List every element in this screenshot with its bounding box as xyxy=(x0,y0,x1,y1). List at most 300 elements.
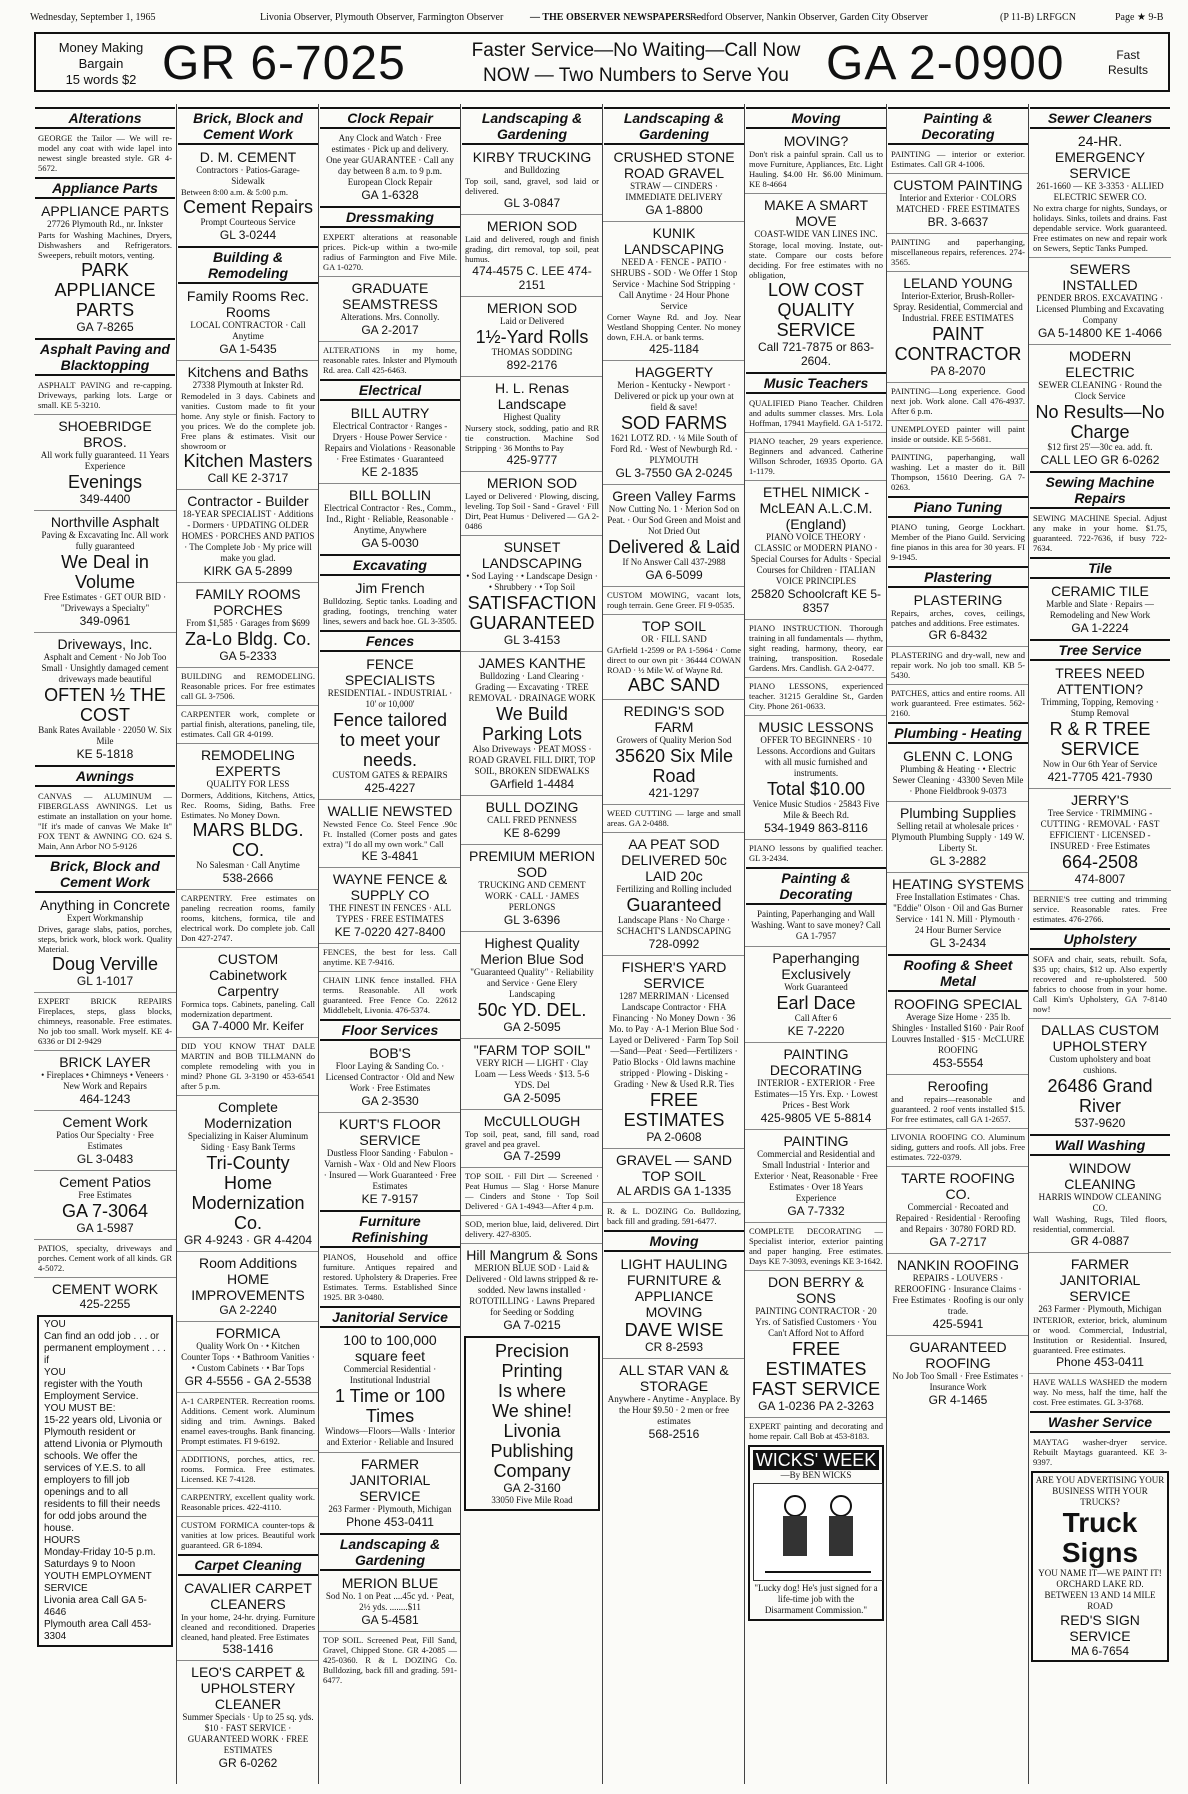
classified-ad xyxy=(177,149,319,242)
ad-title: Family Rooms Rec. Rooms xyxy=(186,288,310,320)
ad-highlight: PAINT CONTRACTOR xyxy=(894,324,1022,364)
ad-line: Floor Laying & Sanding Co. · Licensed Contractor · Old and New Work · Free Estimates xyxy=(325,1061,455,1093)
ad-body: Remodeled in 3 days. Cabinets and vanities. Custom made to fit your home. Any style or finish. Factory to you prices. We do the complete job. Free plans & estimates. Visit our showroom or xyxy=(181,391,315,451)
classified-ad xyxy=(887,1335,1029,1407)
ad-line: 261-1660 — KE 3-3353 · ALLIED ELECTRIC SEWER CO. xyxy=(1036,181,1164,202)
ad-phone: GA 2-3530 xyxy=(361,1094,419,1108)
classified-ad xyxy=(603,804,745,828)
ad-body: PAINTING—Long experience. Good next job. Work alone. Call 476-4937. After 6 p.m. xyxy=(891,386,1025,416)
category-heading: Awnings xyxy=(35,765,175,787)
ad-line: Painting, Paperhanging and Wall Washing. Want to save money? Call GA 1-7957 xyxy=(751,909,881,941)
category-heading: Tree Service xyxy=(1030,639,1170,661)
ad-title: GLENN C. LONG xyxy=(903,748,1013,764)
category-heading: Brick, Block and Cement Work xyxy=(35,855,175,893)
ad-title: HEATING SYSTEMS xyxy=(892,876,1024,892)
ad-line: No Job Too Small · Free Estimates · Insurance Work xyxy=(892,1371,1024,1392)
ad-title: ROOFING SPECIAL xyxy=(893,996,1023,1012)
truck-side: RED'S SIGN SERVICE xyxy=(1060,1612,1140,1644)
category-heading: Roofing & Sheet Metal xyxy=(888,954,1028,992)
classified-ad xyxy=(177,1037,319,1091)
ad-phone: AL ARDIS GA 1-1335 xyxy=(616,1184,732,1198)
ad-title: Contractor - Builder xyxy=(187,493,309,509)
category-heading: Moving xyxy=(604,1230,744,1252)
publishing-phone: GA 2-3160 xyxy=(503,1481,561,1495)
ad-highlight: Tri-County Home Modernization Co. xyxy=(191,1153,305,1233)
ad-body: GEORGE the Tailor — We will re-model any coat with wide lapel into newest single breasted style. GR 4-5672. xyxy=(38,133,172,173)
youth-line: Plymouth area Call 453-3304 xyxy=(44,1619,152,1642)
ad-title: KUNIK LANDSCAPING xyxy=(623,225,725,257)
classified-ad xyxy=(887,748,1029,797)
ad-highlight: LOW COST QUALITY SERVICE xyxy=(767,280,864,340)
ad-highlight: 50c YD. DEL. xyxy=(477,1000,587,1020)
ad-title: KURT'S FLOOR SERVICE xyxy=(339,1116,441,1148)
classified-ad xyxy=(461,1109,603,1163)
ad-phone: GA 2-5095 xyxy=(503,1020,561,1034)
ad-line: Fertilizing and Rolling included xyxy=(616,884,732,894)
classified-ad xyxy=(603,221,745,356)
publishing-line: Is where xyxy=(497,1381,567,1401)
ad-title: FORMICA xyxy=(215,1325,281,1341)
ad-body: R. & L. DOZING Co. Bulldozing, back fill and grading. 591-6477. xyxy=(607,1206,741,1226)
ad-phone: GL 3-2434 xyxy=(929,936,987,950)
publishing-line: Printing xyxy=(501,1361,563,1381)
category-heading: Plastering xyxy=(888,566,1028,588)
classified-ad xyxy=(1029,344,1171,467)
ad-phone: GR 4-1465 xyxy=(928,1393,988,1407)
ad-highlight: OFTEN ½ THE COST xyxy=(44,685,166,725)
ad-body: COMPLETE DECORATING — Specialist interior, exterior painting and paper hanging. Free estimates. Days KE 7-3093, evenings KE 3-1642. xyxy=(749,1226,883,1266)
ad-title: DON BERRY & SONS xyxy=(768,1274,864,1306)
ad-line: Specializing in Kaiser Aluminum Siding · Easy Bank Terms xyxy=(187,1131,309,1152)
ad-title: Hill Mangrum & Sons xyxy=(466,1247,598,1263)
classified-ad xyxy=(34,380,176,410)
publishing-ad xyxy=(464,1336,600,1511)
banner-right xyxy=(1096,48,1160,78)
cartoon-drawing-icon xyxy=(753,1483,883,1581)
classified-ad xyxy=(745,1270,887,1413)
publishing-line: Livonia xyxy=(503,1421,561,1441)
ad-title: Paperhanging Exclusively xyxy=(772,950,860,982)
ad-phone: 464-1243 xyxy=(79,1092,131,1106)
ad-title: LIGHT HAULING FURNITURE & APPLIANCE MOVING xyxy=(620,1256,728,1320)
ad-line: Growers of Quality Merion Sod xyxy=(616,735,732,745)
ad-highlight: Doug Verville xyxy=(51,954,159,974)
classified-ad xyxy=(177,1095,319,1247)
ad-phone: KE 3-4841 xyxy=(361,849,419,863)
classified-ad xyxy=(461,1215,603,1239)
ad-title: KIRBY TRUCKING xyxy=(472,149,592,165)
classified-ad xyxy=(603,955,745,1144)
ad-highlight: SOD FARMS xyxy=(620,413,727,433)
ad-body: PLASTERING and dry-wall, new and repair work. No job too small. KB 5-5430. xyxy=(891,650,1025,680)
banner-left-line: Bargain xyxy=(78,56,124,71)
classified-ad xyxy=(887,996,1029,1070)
classified-ad xyxy=(319,799,461,863)
ad-title: GRAVEL — SAND TOP SOIL xyxy=(616,1152,732,1184)
classified-ad xyxy=(319,483,461,550)
ad-body: No extra charge for nights, Sundays, or holidays. Sinks, toilets and drains. Fast dependable service. Work guaranteed. Free estimates on new and repair work on Sewers, Septic Tanks Pumped. xyxy=(1033,203,1167,253)
category-heading: Washer Service xyxy=(1030,1411,1170,1433)
ad-body: CARPENTRY. Free estimates on paneling recreation rooms, family rooms, kitchens, formica, tile and electrical work. Do complete job. Call Don 427-2747. xyxy=(181,893,315,943)
ad-body: QUALIFIED Piano Teacher. Children and adults summer classes. Mrs. Lola Hoffman, 17941 Mayfield. GA 1-5172. xyxy=(749,398,883,428)
classified-ad xyxy=(177,1660,319,1770)
ad-phone: Call KE 2-3717 xyxy=(207,471,289,485)
ad-highlight: Earl Dace xyxy=(776,993,856,1013)
ad-body: CHAIN LINK fence installed. FHA terms. Reasonable. All work guaranteed. Free Fence Co. 22612 Middlebelt, Livonia. 476-5374. xyxy=(323,975,457,1015)
ad-line: • Sod Laying · • Landscape Design · • Shrubbery · • Top Soil xyxy=(466,571,598,592)
classified-column xyxy=(886,104,1029,1784)
ad-line: Any Clock and Watch · Free estimates · Pick up and delivery. One year GUARANTEE · Call any day between 8 a.m. to 9 p.m. European Clock Repair xyxy=(326,133,454,187)
ad-phone: PA 8-2070 xyxy=(930,364,986,378)
classified-ad xyxy=(461,844,603,927)
classified-ad xyxy=(603,614,745,695)
ad-highlight: R & R TREE SERVICE xyxy=(1049,719,1151,759)
classified-ad xyxy=(745,133,887,189)
ad-line: QUALITY FOR LESS xyxy=(206,779,290,789)
ad-line: 18-YEAR SPECIALIST · Additions - Dormers · UPDATING OLDER HOMES · PORCHES AND PATIOS · The Complete Job · My price will make you glad. xyxy=(181,509,315,563)
ad-title: Driveways, Inc. xyxy=(57,636,153,652)
youth-line: YOU xyxy=(44,1367,66,1378)
classified-ad xyxy=(461,651,603,791)
classified-ad xyxy=(34,791,176,851)
ad-phone: GA 5-0030 xyxy=(361,536,419,550)
ad-title: PREMIUM MERION SOD xyxy=(469,848,595,880)
classified-ad xyxy=(887,872,1029,950)
classified-ad xyxy=(319,276,461,337)
ad-title: BOB'S xyxy=(369,1045,411,1061)
ad-title: ETHEL NIMICK - McLEAN A.L.C.M. (England) xyxy=(759,484,873,532)
classified-ad xyxy=(745,946,887,1038)
ad-body: TOP SOIL. Screened Peat, Fill Sand, Gravel, Chipped Stone. GR 4-2085 — 425-0360. R & L DOZING Co. Bulldozing, back fill and grading. 591-6477. xyxy=(323,1635,457,1685)
ad-title: H. L. Renas Landscape xyxy=(495,380,569,412)
ad-title: Reroofing xyxy=(927,1078,989,1094)
category-heading: Wall Washing xyxy=(1030,1134,1170,1156)
ad-title: WINDOW CLEANING xyxy=(1064,1160,1136,1192)
ad-line: Quality Work On · • Kitchen Counter Tops · • Bathroom Vanities · • Custom Cabinets · • Bar Tops xyxy=(181,1341,315,1373)
ad-title: DALLAS CUSTOM UPHOLSTERY xyxy=(1041,1022,1159,1054)
ad-title: Cement Patios xyxy=(59,1174,151,1190)
ad-line: MERION BLUE SOD · Laid & Delivered · Old lawns stripped & re-sodded. New lawns installed · ROTOTILLING · Lawns Prepared for Seeding or Sodding xyxy=(465,1263,599,1317)
ad-line: Dustless Floor Sanding · Fabulon - Varnish - Wax · Old and New Floors · Insured — Work Guaranteed · Free Estimates xyxy=(323,1148,457,1191)
classified-ad xyxy=(319,133,461,202)
ad-body: PIANOS, Household and office furniture. Antiques repaired and restored. Upholstery & Draperies. Free Estimates. Terms. Established Since 1925. BR 3-0480. xyxy=(323,1252,457,1302)
classified-ad xyxy=(887,801,1029,868)
classified-ad xyxy=(34,203,176,334)
ad-title: WAYNE FENCE & SUPPLY CO xyxy=(332,871,448,903)
category-heading: Upholstery xyxy=(1030,928,1170,950)
ad-title: 100 to 100,000 square feet xyxy=(343,1332,437,1364)
classified-ad xyxy=(319,971,461,1015)
category-heading: Excavating xyxy=(320,554,460,576)
ad-phone: KE 7-0220 427-8400 xyxy=(334,925,446,939)
ad-title: FARMER JANITORIAL SERVICE xyxy=(349,1456,431,1504)
ad-line: STRAW — CINDERS · IMMEDIATE DELIVERY xyxy=(625,181,723,202)
papers-right: Redford Observer, Nankin Observer, Garden City Observer xyxy=(690,12,929,23)
ad-phone: GA 7-0215 xyxy=(503,1318,561,1332)
ad-highlight: ABC SAND xyxy=(627,675,721,695)
category-heading: Sewing Machine Repairs xyxy=(1030,471,1170,509)
classified-ad xyxy=(745,909,887,942)
ad-line: CALL FRED PENNESS xyxy=(487,815,577,825)
classified-ad xyxy=(319,405,461,479)
category-heading: Furniture Refinishing xyxy=(320,1210,460,1248)
ad-phone: GL 3-7550 GA 2-0245 xyxy=(615,466,733,480)
youth-line: HOURS xyxy=(44,1535,81,1546)
ad-title: ALL STAR VAN & STORAGE xyxy=(619,1362,729,1394)
ad-body: EXPERT alterations at reasonable prices. Pick-up within a two-mile radius of Farmington and Five Mile. GA 1-0270. xyxy=(323,232,457,272)
ad-title: BILL BOLLIN xyxy=(349,487,431,503)
classified-ad xyxy=(745,480,887,615)
category-heading: Landscaping & Gardening xyxy=(320,1533,460,1571)
banner-middle xyxy=(446,38,826,88)
page-header xyxy=(30,12,1170,30)
ad-line: Patios Our Specialty · Free Estimates xyxy=(56,1130,154,1151)
ad-title: CERAMIC TILE xyxy=(1051,583,1149,599)
category-heading: Landscaping & Gardening xyxy=(604,107,744,145)
classified-ad xyxy=(177,288,319,356)
ad-title: TOP SOIL xyxy=(641,618,707,634)
ad-title: BRICK LAYER xyxy=(59,1054,151,1070)
ad-line: Bulldozing · Land Clearing · Grading — Excavating · TREE REMOVAL · DRAINAGE WORK xyxy=(468,671,596,703)
ad-phone: 425-9777 xyxy=(506,453,558,467)
category-heading: Appliance Parts xyxy=(35,177,175,199)
classified-ad xyxy=(319,580,461,626)
classified-ad xyxy=(177,1516,319,1550)
ad-title: PLASTERING xyxy=(913,592,1003,608)
ad-phone: GA 6-5099 xyxy=(645,568,703,582)
classified-column xyxy=(602,104,745,1784)
classified-ad xyxy=(319,1112,461,1206)
ad-body: SOFA and chair, seats, rebuilt. Sofa, $35 up; chairs, $12 up. Also expertly recovered and re-upholstered. 500 fabrics to choose from in your home. Call Kim's Upholstery, GA 7-8140 now! xyxy=(1033,954,1167,1014)
classified-ad xyxy=(745,1222,887,1266)
ad-title: FISHER'S YARD SERVICE xyxy=(621,959,727,991)
ad-body: ADDITIONS, porches, attics, rec. rooms. Formica. Free estimates. Licensed. KE 7-4128. xyxy=(181,1454,315,1484)
category-heading: Asphalt Paving and Blacktopping xyxy=(35,338,175,376)
ad-body: Bulldozing. Septic tanks. Loading and grading, footings, trenching water lines, sewers and back hoe. GL 3-3505. xyxy=(323,596,457,626)
youth-line: YOU xyxy=(44,1319,66,1330)
classified-ad xyxy=(319,867,461,939)
classified-ad xyxy=(745,619,887,673)
ad-line: OR · FILL SAND xyxy=(641,634,707,644)
ad-title: Highest Quality Merion Blue Sod xyxy=(480,935,584,967)
ad-line: 27726 Plymouth Rd., nr. Inkster xyxy=(47,219,163,229)
ad-body: A-1 CARPENTER. Recreation rooms. Additions. Cement work. Aluminum siding and trim. Awnings. Baked enamel eaves-troughs. Bank financing. Prompt estimates. FI 9-6192. xyxy=(181,1396,315,1446)
classified-ad xyxy=(319,341,461,375)
youth-employment-ad xyxy=(37,1315,173,1647)
ad-line: Custom upholstery and boat cushions. xyxy=(1049,1054,1151,1075)
ad-phone: 425-9805 VE 5-8814 xyxy=(760,1111,872,1125)
ad-line: Plumbing & Heating · • Electric Sewer Cleaning · 43300 Seven Mile · Phone Fieldbrook 9-0373 xyxy=(892,764,1024,796)
ad-body: PIANO teacher, 29 years experience. Beginners and advanced. Catherine Willson Schroder, 16935 Oporto. GA 1-1179. xyxy=(749,436,883,476)
ad-line: PIANO VOICE THEORY · CLASSIC or MODERN PIANO · Special Courses for Adults · Special Courses for Children · ITALIAN VOICE PRINCIPLES xyxy=(750,532,882,586)
ad-line: LOCAL CONTRACTOR · Call Anytime xyxy=(190,320,306,341)
ad-phone: 453-5554 xyxy=(932,1056,984,1070)
wicks-week-cartoon xyxy=(748,1445,884,1621)
ad-phone: KE 5-1818 xyxy=(76,747,134,761)
classified-ad xyxy=(603,832,745,951)
ad-highlight: 1 Time or 100 Times xyxy=(334,1386,446,1426)
classified-ad xyxy=(461,795,603,840)
ad-body: CUSTOM FORMICA counter-tops & vanities at low prices. Beautiful work guaranteed. GR 6-1894. xyxy=(181,1520,315,1550)
classified-ad xyxy=(745,1417,887,1441)
ad-line: 1287 MERRIMAN · Licensed Landscape Contractor · FHA Financing · No Money Down · 36 Mo. to Pay · A-1 Merion Blue Sod · Layed or Delivered · Farm Top Soil—Sand—Peat · Seed—Fertilizers · Patio Blocks · Old lawns machine stripped · Plowing - Disking - Grading · New & Used R.R. Ties xyxy=(608,991,740,1089)
ad-line: • Fireplaces • Chimneys • Veneers · New Work and Repairs xyxy=(41,1070,169,1091)
category-heading: Painting & Decorating xyxy=(746,867,886,905)
classified-ad xyxy=(319,1332,461,1448)
ad-title: Cement Work xyxy=(62,1114,148,1130)
ad-line: PENDER BROS. EXCAVATING · Licensed Plumbing and Excavating Company xyxy=(1036,293,1164,325)
classified-ad xyxy=(1029,583,1171,635)
ad-line: Marble and Slate · Repairs — Remodeling and New Work xyxy=(1046,599,1154,620)
ad-body: PIANO INSTRUCTION. Thorough training in all fundamentals — rhythm, sight reading, harmony, theory, ear training, transposition. Rosedale Gardens. Mrs. Candlish. GA 2-0477. xyxy=(749,623,883,673)
banner-phone-2: GA 2-0900 xyxy=(826,37,1065,90)
ad-title: GUARANTEED ROOFING xyxy=(909,1339,1007,1371)
category-heading: Floor Services xyxy=(320,1019,460,1041)
classified-ad xyxy=(887,420,1029,444)
ad-line: Tree Service · TRIMMING - CUTTING · REMOVAL · FAST EFFICIENT · LICENSED - INSURED · Free Estimates xyxy=(1040,808,1160,851)
ad-phone: GA 1-2224 xyxy=(1071,621,1129,635)
ad-phone: GR 4-0887 xyxy=(1070,1234,1130,1248)
ad-line: Free Estimates · GET OUR BID · "Driveways a Specialty" xyxy=(43,592,167,613)
ad-title: Room Additions HOME IMPROVEMENTS xyxy=(191,1255,305,1303)
classified-ad xyxy=(745,839,887,863)
classified-ad xyxy=(461,535,603,647)
classified-ad xyxy=(461,1167,603,1211)
ad-title: AA PEAT SOD DELIVERED 50c LAID 20c xyxy=(621,836,727,884)
category-heading: Music Teachers xyxy=(746,372,886,394)
ad-highlight: We Deal in Volume xyxy=(61,552,149,592)
ad-body: Top soil, peat, sand, fill sand, road gravel and pea gravel. xyxy=(465,1129,599,1149)
ad-body: Between 8:00 a.m. & 5:00 p.m. xyxy=(181,187,288,197)
ad-phone: KE 7-2220 xyxy=(787,1024,845,1038)
ad-phone: 538-2666 xyxy=(222,871,274,885)
ad-highlight: 35620 Six Mile Road xyxy=(614,746,734,786)
ad-phone: GL 3-0483 xyxy=(76,1152,134,1166)
ad-line: SEWER CLEANING · Round the Clock Service xyxy=(1038,380,1162,401)
ad-title: CUSTOM Cabinetwork Carpentry xyxy=(209,951,287,999)
ad-title: CAVALIER CARPET CLEANERS xyxy=(184,1580,312,1612)
ad-title: MAKE A SMART MOVE xyxy=(764,197,868,229)
ad-body: PATCHES, attics and entire rooms. All work guaranteed. Free estimates. 562-2160. xyxy=(891,688,1025,718)
ad-body: EXPERT BRICK REPAIRS Fireplaces, steps, glass blocks, chimneys, reasonable. Free estimates. No job too small. Work myself. KE 4-6336 or DI 2-9429 xyxy=(38,996,172,1046)
ad-line: THOMAS SODDING xyxy=(491,347,573,357)
classified-ad xyxy=(745,193,887,368)
ad-highlight: Cement Repairs xyxy=(182,197,314,217)
ad-line: Highest Quality xyxy=(503,412,561,422)
ad-phone: Phone 453-0411 xyxy=(1056,1355,1144,1369)
ad-phone: GArfield 1-4484 xyxy=(489,777,575,791)
ad-highlight: Fence tailored to meet your needs. xyxy=(332,710,448,770)
ad-phone: GA 1-6328 xyxy=(361,188,419,202)
classified-ad xyxy=(1029,1160,1171,1248)
banner-phone-1: GR 6-7025 xyxy=(162,37,406,90)
classified-ad xyxy=(745,1129,887,1218)
ad-line: Now in Our 6th Year of Service xyxy=(1042,759,1158,769)
ad-title: REDING'S SOD FARM xyxy=(623,703,725,735)
ad-title: JERRY'S xyxy=(1071,792,1129,808)
category-heading: Alterations xyxy=(35,107,175,129)
ad-line: If No Answer Call 437-2988 xyxy=(622,557,726,567)
classified-ad xyxy=(34,133,176,173)
ad-title: PAINTING xyxy=(783,1133,849,1149)
ad-highlight: We Build Parking Lots xyxy=(481,704,583,744)
ad-phone: GA 2-2240 xyxy=(219,1303,277,1317)
ad-body: Don't risk a painful sprain. Call us to move Furniture, Appliances, Etc. Light Hauling. $4.00 Hr. $6.00 Minimum. KE 8-4664 xyxy=(749,149,883,189)
ad-phone: 474-4575 C. LEE 474-2151 xyxy=(472,264,592,292)
ad-phone: GA 5-2333 xyxy=(219,649,277,663)
classified-column xyxy=(176,104,319,1784)
classified-ad xyxy=(177,667,319,701)
classified-ad xyxy=(1029,513,1171,553)
ad-line: TRUCKING AND CEMENT WORK · CALL · JAMES PERLONGS xyxy=(478,880,586,912)
ad-line: Summer Specials · Up to 25 sq. yds. $10 · FAST SERVICE · GUARANTEED WORK · FREE ESTIMATES xyxy=(182,1712,314,1755)
ad-highlight: FREE ESTIMATES FAST SERVICE xyxy=(751,1339,881,1399)
ad-title: BULL DOZING xyxy=(485,799,579,815)
classified-ad xyxy=(34,632,176,761)
youth-line: YOUTH EMPLOYMENT SERVICE xyxy=(44,1571,152,1594)
banner-left-line: 15 words $2 xyxy=(65,72,137,87)
ad-highlight: FREE ESTIMATES xyxy=(623,1090,725,1130)
publishing-line: Company xyxy=(493,1461,571,1481)
ad-body: CARPENTRY, excellent quality work. Reasonable prices. 422-4110. xyxy=(181,1492,315,1512)
banner-mid-line-2: NOW — Two Numbers to Serve You xyxy=(483,65,789,86)
truck-line: YOU NAME IT—WE PAINT IT! ORCHARD LAKE RD. BETWEEN 13 AND 14 MILE ROAD xyxy=(1038,1568,1162,1611)
ad-line: Venice Music Studios · 25843 Five Mile & Beech Rd. xyxy=(752,799,880,820)
ad-title: MERION SOD xyxy=(486,475,578,491)
ad-line: Trimming, Topping, Removing · Stump Removal xyxy=(1041,697,1159,718)
ad-phone: GL 3-0244 xyxy=(219,228,277,242)
ad-body: Repairs, arches, coves, ceilings, patches and additions. Free estimates. xyxy=(891,608,1025,628)
ad-highlight: Evenings xyxy=(67,472,143,492)
classified-ad xyxy=(887,1166,1029,1249)
ad-body: Nursery stock, sodding, patio and RR tie construction. Machine Sod Stripping · 36 Months to Pay xyxy=(465,423,599,453)
ad-phone: KE 7-9157 xyxy=(361,1192,419,1206)
cartoon-title: WICKS' WEEK xyxy=(753,1450,879,1470)
ad-body: CARPENTER work, complete or partial finish, alterations, paneling, tile, estimates. Call GR 4-0199. xyxy=(181,709,315,739)
publishing-line: Precision xyxy=(494,1341,570,1361)
ad-body: PAINTING — interior or exterior. Estimates. Call GR 4-1006. xyxy=(891,149,1025,169)
classified-ad xyxy=(34,510,176,628)
category-heading: Tile xyxy=(1030,557,1170,579)
ad-line: COAST-WIDE VAN LINES INC. xyxy=(754,229,878,239)
ad-line: Also Driveways · PEAT MOSS · ROAD GRAVEL FILL DIRT, TOP SOIL, BROKEN SIDEWALKS xyxy=(468,744,596,776)
ad-title: TARTE ROOFING CO. xyxy=(901,1170,1015,1202)
classified-ad xyxy=(603,1202,745,1226)
ad-title: MODERN ELECTRIC xyxy=(1065,348,1135,380)
ad-title: CRUSHED STONE ROAD GRAVEL xyxy=(613,149,735,181)
ad-line: Selling retail at wholesale prices · Plymouth Plumbing Supply · 149 W. Liberty St. xyxy=(891,821,1025,853)
classified-ad xyxy=(887,684,1029,718)
ad-highlight: 26486 Grand River xyxy=(1047,1076,1153,1116)
classified-ad xyxy=(34,1277,176,1311)
banner-left-line: Money Making xyxy=(58,40,144,55)
ad-title: SUNSET LANDSCAPING xyxy=(481,539,583,571)
youth-line: Can find an odd job . . . or permanent employment . . . if xyxy=(44,1331,166,1366)
ad-highlight: Guaranteed xyxy=(626,895,722,915)
classified-ad xyxy=(603,699,745,800)
classified-ad xyxy=(461,1038,603,1105)
classified-ad xyxy=(177,1321,319,1388)
ad-highlight: SATISFACTION GUARANTEED xyxy=(467,593,597,633)
ad-line: 1621 LOTZ RD. · ¼ Mile South of Ford Rd. · West of Newburgh Rd. · PLYMOUTH xyxy=(610,433,738,465)
ad-phone: GL 3-6396 xyxy=(503,913,561,927)
category-heading: Piano Tuning xyxy=(888,496,1028,518)
ad-title: WALLIE NEWSTED xyxy=(327,803,453,819)
category-heading: Sewer Cleaners xyxy=(1030,107,1170,129)
ad-body: Formica tops. Cabinets, paneling. Call modernization department. xyxy=(181,999,315,1019)
ad-line: Contractors · Patios-Garage-Sidewalk xyxy=(196,165,300,186)
ad-title: Green Valley Farms xyxy=(612,488,736,504)
